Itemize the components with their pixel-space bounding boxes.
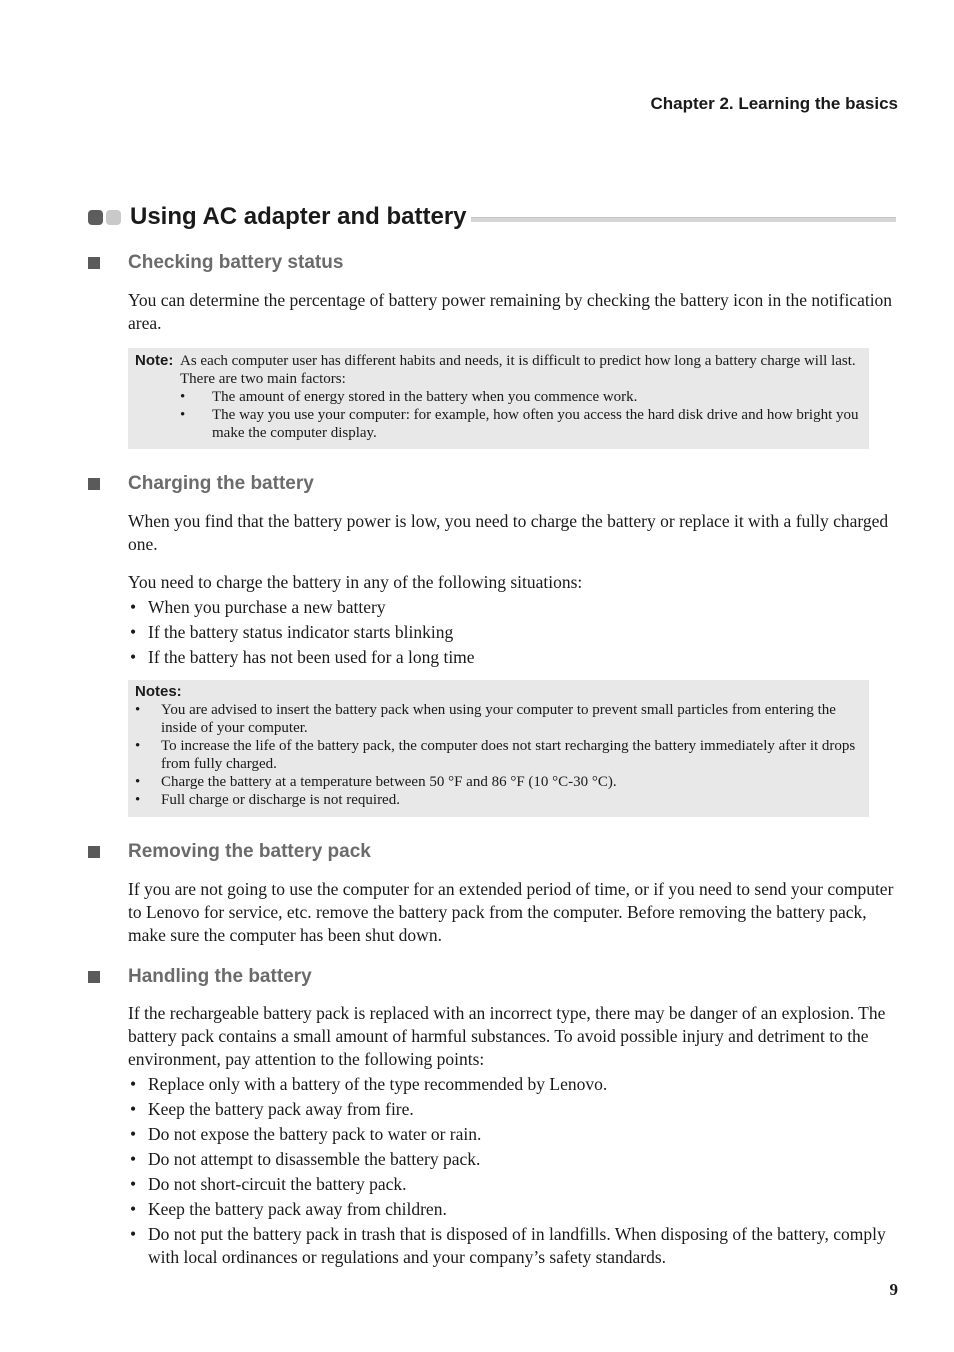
charging-paragraph-2: You need to charge the battery in any of the following situations:	[128, 572, 583, 592]
subheading-text: Removing the battery pack	[128, 841, 371, 862]
list-item: • If the battery has not been used for a long time	[128, 646, 894, 669]
note-list	[180, 388, 861, 442]
section-title: Using AC adapter and battery	[130, 203, 467, 230]
subheading-text: Charging the battery	[128, 473, 314, 494]
note-item: • You are advised to insert the battery pack when using your computer to prevent small particles from entering the inside of your computer.	[135, 701, 861, 737]
list-item: • If the battery status indicator starts blinking	[128, 621, 894, 644]
square-bullet-icon	[88, 257, 100, 269]
removing-paragraph: If you are not going to use the computer for an extended period of time, or if you need to send your computer to Lenovo for service, etc. remove the battery pack from the computer. Before removing the battery pack, make sure the computer has been shut down.	[128, 879, 894, 945]
list-item: • Do not short-circuit the battery pack.	[128, 1173, 894, 1196]
title-rule	[471, 217, 896, 222]
note-item: • The amount of energy stored in the battery when you commence work.	[180, 388, 861, 406]
square-bullet-icon	[88, 846, 100, 858]
notes-list	[135, 701, 861, 809]
list-item: • Keep the battery pack away from fire.	[128, 1098, 894, 1121]
list-item: • When you purchase a new battery	[128, 596, 894, 619]
handling-points-list	[128, 1073, 894, 1271]
note-item: • The way you use your computer: for example, how often you access the hard disk drive and how bright you make the computer display.	[180, 406, 861, 442]
subheading-charging	[88, 473, 314, 495]
list-item: • Keep the battery pack away from children.	[128, 1198, 894, 1221]
note-item: • To increase the life of the battery pack, the computer does not start recharging the battery immediately after it drops from fully charged.	[135, 737, 861, 773]
subheading-removing	[88, 841, 371, 863]
notes-label: Notes:	[135, 683, 182, 700]
list-item: • Do not put the battery pack in trash that is disposed of in landfills. When disposing of the battery, comply with local ordinances or regulations and your company’s safety standards.	[128, 1223, 894, 1269]
note-item: • Full charge or discharge is not required.	[135, 791, 861, 809]
checking-paragraph: You can determine the percentage of battery power remaining by checking the battery icon in the notification area.	[128, 290, 893, 333]
subheading-text: Handling the battery	[128, 966, 312, 987]
subheading-checking	[88, 252, 343, 274]
list-item: • Do not expose the battery pack to water or rain.	[128, 1123, 894, 1146]
note-label: Note:	[135, 352, 174, 369]
note-item: • Charge the battery at a temperature between 50 °F and 86 °F (10 °C-30 °C).	[135, 773, 861, 791]
list-item: • Do not attempt to disassemble the battery pack.	[128, 1148, 894, 1171]
handling-paragraph: If the rechargeable battery pack is replaced with an incorrect type, there may be danger of an explosion. The battery pack contains a small amount of harmful substances. To avoid possible injury and detriment to the environment, pay attention to the following points:	[128, 1003, 886, 1069]
subheading-handling	[88, 966, 312, 988]
note-box-checking	[128, 348, 869, 449]
section-marker-icon	[88, 210, 121, 225]
chapter-header: Chapter 2. Learning the basics	[650, 94, 898, 113]
square-bullet-icon	[88, 478, 100, 490]
note-text: As each computer user has different habits and needs, it is difficult to predict how long a battery charge will last. There are two main factors:	[180, 353, 856, 387]
list-item: • Replace only with a battery of the type recommended by Lenovo.	[128, 1073, 894, 1096]
charging-paragraph-1: When you find that the battery power is low, you need to charge the battery or replace it with a fully charged one.	[128, 511, 889, 554]
notes-box-charging	[128, 680, 869, 817]
square-bullet-icon	[88, 971, 100, 983]
page-number: 9	[889, 1280, 898, 1299]
subheading-text: Checking battery status	[128, 252, 344, 273]
charging-situations-list	[128, 596, 894, 671]
section-title-row	[88, 200, 896, 234]
